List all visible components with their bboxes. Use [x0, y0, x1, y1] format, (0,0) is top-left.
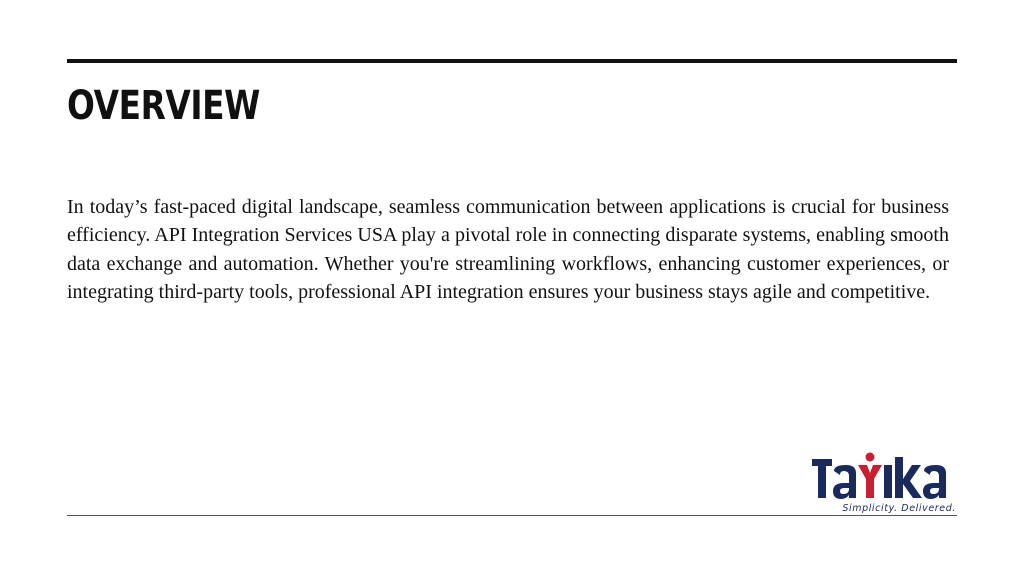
logo-letter-k: [895, 457, 922, 498]
top-divider: [67, 59, 957, 63]
logo-figure-arms: [858, 465, 882, 498]
logo-tagline: Simplicity. Delivered.: [842, 503, 956, 514]
company-logo: [810, 451, 958, 515]
bottom-divider: [67, 515, 957, 516]
logo-letter-a: [833, 465, 856, 499]
logo-figure-head: [866, 453, 875, 462]
logo-letter-t: [812, 459, 832, 498]
page-title: OVERVIEW: [67, 83, 260, 129]
logo-letter-a-2: [923, 465, 946, 499]
overview-paragraph: In today’s fast-paced digital landscape, seamless communication between applications is crucial for business efficiency. API Integration Services USA play a pivotal role in connecting disparate systems, enabling smooth data exchange and automation. Whether you're streamlining workflows, enhancing customer experiences, or integrating third-party tools, professional API integration ensures your business stays agile and competitive.: [67, 196, 949, 304]
logo-letter-i: [884, 465, 892, 498]
